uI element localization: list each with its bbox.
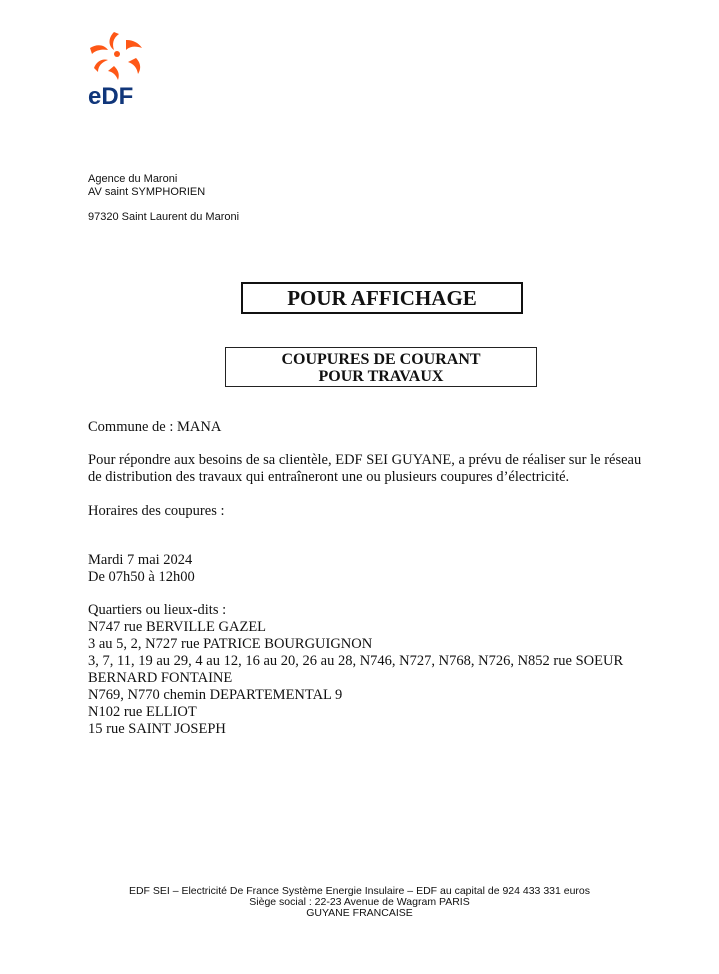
footer-line-1: EDF SEI – Electricité De France Système Energie Insulaire – EDF au capital de 924 433 331 euros xyxy=(128,885,591,897)
subject-box xyxy=(225,347,537,387)
quartiers-block xyxy=(88,602,708,738)
quartier-line: N102 rue ELLIOT xyxy=(88,704,197,720)
commune-line xyxy=(88,419,708,436)
quartier-line: N747 rue BERVILLE GAZEL xyxy=(88,619,267,635)
quartier-line: 3 au 5, 2, N727 rue PATRICE BOURGUIGNON xyxy=(88,636,373,652)
quartier-line: N769, N770 chemin DEPARTEMENTAL 9 xyxy=(88,687,343,703)
horaires-label xyxy=(88,503,708,520)
commune-text: Commune de : MANA xyxy=(88,419,222,435)
quartier-line: 3, 7, 11, 19 au 29, 4 au 12, 16 au 20, 26 au 28, N746, N727, N768, N726, N852 rue SOEUR xyxy=(88,653,624,669)
edf-swirl-icon xyxy=(86,28,148,108)
address-line-agency: Agence du Maroni xyxy=(88,173,178,185)
footer-line-3: GUYANE FRANCAISE xyxy=(306,907,413,919)
address-line-street: AV saint SYMPHORIEN xyxy=(88,186,206,198)
quartier-line: 15 rue SAINT JOSEPH xyxy=(88,721,226,737)
subject-line-1: COUPURES DE COURANT xyxy=(281,351,481,368)
schedule-block xyxy=(88,552,708,586)
intro-line-1: Pour répondre aux besoins de sa clientèle, EDF SEI GUYANE, a prévu de réaliser sur le réseau xyxy=(88,452,642,468)
horaires-text: Horaires des coupures : xyxy=(88,503,225,519)
notice-title: POUR AFFICHAGE xyxy=(241,282,523,314)
footer xyxy=(0,886,719,919)
quartiers-label: Quartiers ou lieux-dits : xyxy=(88,602,227,618)
schedule-time: De 07h50 à 12h00 xyxy=(88,569,195,585)
edf-wordmark: eDF xyxy=(88,83,134,108)
agency-address xyxy=(88,173,239,224)
footer-line-2: Siège social : 22-23 Avenue de Wagram PARIS xyxy=(249,896,470,908)
intro-line-2: de distribution des travaux qui entraîneront une ou plusieurs coupures d’électricité. xyxy=(88,469,570,485)
address-line-postal: 97320 Saint Laurent du Maroni xyxy=(88,211,240,223)
schedule-date: Mardi 7 mai 2024 xyxy=(88,552,193,568)
subject-line-2: POUR TRAVAUX xyxy=(318,368,444,385)
intro-paragraph xyxy=(88,452,708,486)
edf-logo xyxy=(86,28,148,108)
quartier-line: BERNARD FONTAINE xyxy=(88,670,233,686)
